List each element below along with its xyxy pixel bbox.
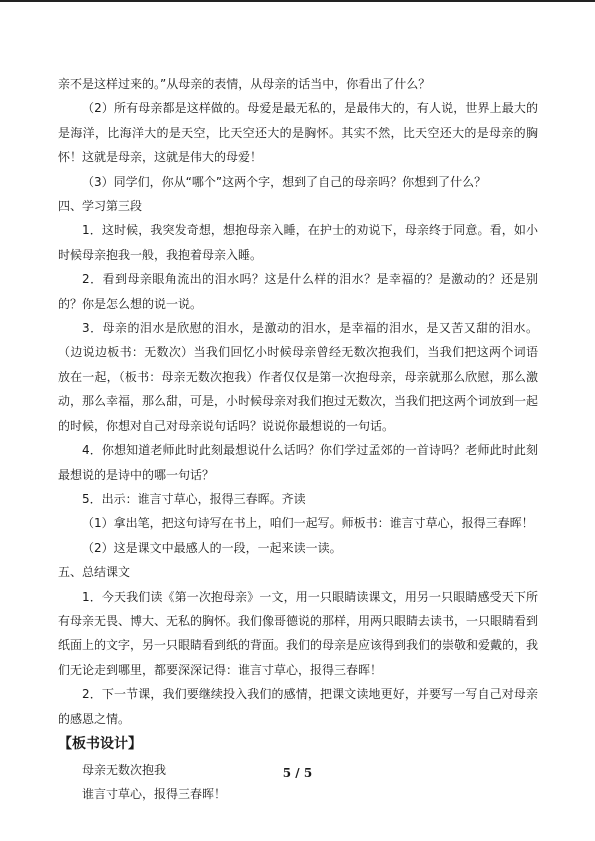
paragraph: 1．今天我们读《第一次抱母亲》一文，用一只眼睛读课文，用另一只眼睛感受天下所有母亲无畏、博大、无私的胸怀。我们像哥德说的那样，用两只眼睛去读书，一只眼睛看到纸面上的文字，另一只眼睛看到纸的背面。我们的母亲是应该得到我们的崇敬和爱戴的，我们无论走到哪里，都要深深记得：谁言寸草心，报得三春晖！	[58, 589, 539, 677]
header-rule	[0, 0, 595, 2]
paragraph: 4．你想知道老师此时此刻最想说什么话吗？你们学过孟郊的一首诗吗？老师此时此刻最想说的是诗中的哪一句话？	[58, 443, 538, 482]
board-line: 母亲无数次抱我	[82, 762, 167, 777]
paragraph: （3）同学们，你从“哪个”这两个字，想到了自己的母亲吗？你想到了什么？	[82, 174, 487, 189]
paragraph: （2）所有母亲都是这样做的。母爱是最无私的，是最伟大的，有人说，世界上最大的是海洋，比海洋大的是天空，比天空还大的是胸怀。其实不然，比天空还大的是母亲的胸怀！这就是母亲，这就是伟大的母爱！	[58, 101, 538, 165]
paragraph: 2．下一节课，我们要继续投入我们的感情，把课文读地更好，并要写一写自己对母亲的感恩之情。	[58, 687, 538, 726]
section-heading: 四、学习第三段	[58, 199, 143, 214]
board-line: 谁言寸草心，报得三春晖！	[82, 787, 227, 802]
paragraph: 亲不是这样过来的。”从母亲的表情，从母亲的话当中，你看出了什么？	[58, 77, 431, 91]
section-heading: 五、总结课文	[58, 565, 131, 580]
paragraph: 2．看到母亲眼角流出的泪水吗？这是什么样的泪水？是幸福的？是激动的？还是别的？你是怎么想的说一说。	[58, 272, 538, 311]
paragraph: （1）拿出笔，把这句诗写在书上，咱们一起写。师板书：谁言寸草心，报得三春晖！	[82, 516, 534, 531]
paragraph: 1．这时候，我突发奇想，想抱母亲入睡，在护士的劝说下，母亲终于同意。看，如小时候母亲抱我一般，我抱着母亲入睡。	[58, 223, 538, 262]
paragraph: 3．母亲的泪水是欣慰的泪水，是激动的泪水，是幸福的泪水，是又苦又甜的泪水。（边说边板书：无数次）当我们回忆小时候母亲曾经无数次抱我们，当我们把这两个词语放在一起，（板书：母亲无数次抱我）作者仅仅是第一次抱母亲，母亲就那么欣慰，那么激动，那么幸福，那么甜，可是，小时候母亲对我们抱过无数次，当我们把这两个词放到一起的时候，你想对自己对母亲说句话吗？说说你最想说的一句话。	[58, 321, 539, 433]
board-design-heading: 【板书设计】	[58, 735, 142, 752]
document-body	[58, 72, 538, 807]
paragraph: 5．出示：谁言寸草心，报得三春晖。齐读	[82, 491, 306, 506]
paragraph: （2）这是课文中最感人的一段，一起来读一读。	[82, 540, 342, 555]
page-number: 5 / 5	[282, 766, 313, 780]
